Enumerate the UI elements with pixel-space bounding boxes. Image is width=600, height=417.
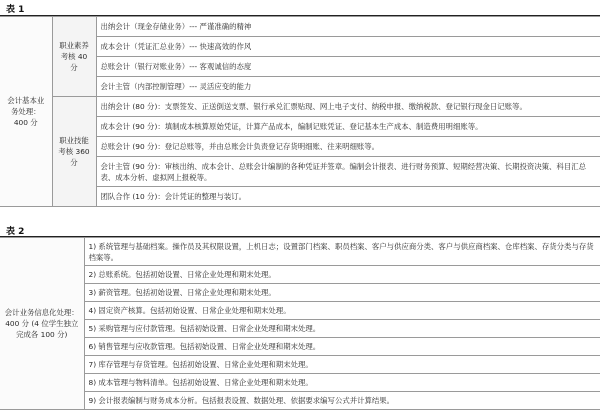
table1-row: 成本会计 (90 分)：填制成本核算原始凭证，计算产品成本，编制记账凭证、登记基本生产成本、制造费用明细账等。 — [96, 117, 600, 137]
table2-category-cell: 会计业务信息化处理：400 分 (4 位学生独立完成各 100 分) — [0, 238, 84, 410]
table1-row: 总账会计（银行对账业务）--- 客观诚信的态度 — [96, 57, 600, 77]
table2 — [0, 237, 600, 410]
table2-row: 3) 薪资管理。包括初始设置、日常企业处理和期末处理。 — [84, 284, 600, 302]
table2-row: 7) 库存管理与存货管理。包括初始设置、日常企业处理和期末处理。 — [84, 356, 600, 374]
table1-group-literacy: 职业素养考核 40 分 — [52, 17, 96, 97]
table1-row: 会计主管（内部控制管理）--- 灵活应变的能力 — [96, 77, 600, 97]
table2-row: 8) 成本管理与物料清单。包括初始设置、日常企业处理和期末处理。 — [84, 374, 600, 392]
table2-row: 5) 采购管理与应付款管理。包括初始设置、日常企业处理和期末处理。 — [84, 320, 600, 338]
table2-row: 6) 销售管理与应收款管理。包括初始设置、日常企业处理和期末处理。 — [84, 338, 600, 356]
table1-row: 出纳会计（现金存储业务）--- 严谨准确的精神 — [96, 17, 600, 37]
table1-row: 出纳会计 (80 分)：支票签发、正送倒送支票、银行承兑汇票贴现、网上电子支付、纳税申报、缴纳税款、登记银行现金日记账等。 — [96, 97, 600, 117]
table2-label: 表 2 — [6, 227, 25, 237]
table1-row: 团队合作 (10 分)：会计凭证的整理与装订。 — [96, 187, 600, 207]
table1-row: 成本会计（凭证汇总业务）--- 快速高效的作风 — [96, 37, 600, 57]
table1-label: 表 1 — [6, 5, 25, 15]
table1-row: 会计主管 (90 分)：审核出纳、成本会计、总账会计编制的各种凭证并签章。编制会计报表、进行财务预算、短期经营决策、长期投资决策、科目汇总表、成本分析、虚拟网上报税等。 — [96, 157, 600, 187]
table1 — [0, 16, 600, 207]
table2-row: 9) 会计报表编制与财务成本分析。包括报表设置、数据处理、依据要求编写公式并计算结果。 — [84, 392, 600, 410]
table2-row: 1) 系统管理与基础档案。操作员及其权限设置，上机日志；设置部门档案、职员档案、客户与供应商分类、客户与供应商档案、仓库档案、存货分类与存货档案等。 — [84, 238, 600, 266]
table1-row: 总账会计 (90 分)：登记总账等，并由总账会计负责登记存货明细账、往来明细账等。 — [96, 137, 600, 157]
table2-row: 2) 总账系统。包括初始设置、日常企业处理和期末处理。 — [84, 266, 600, 284]
table1-category-cell: 会计基本业务处理：400 分 — [0, 17, 52, 207]
table1-group-skills: 职业技能考核 360 分 — [52, 97, 96, 207]
table2-row: 4) 固定资产核算。包括初始设置、日常企业处理和期末处理。 — [84, 302, 600, 320]
